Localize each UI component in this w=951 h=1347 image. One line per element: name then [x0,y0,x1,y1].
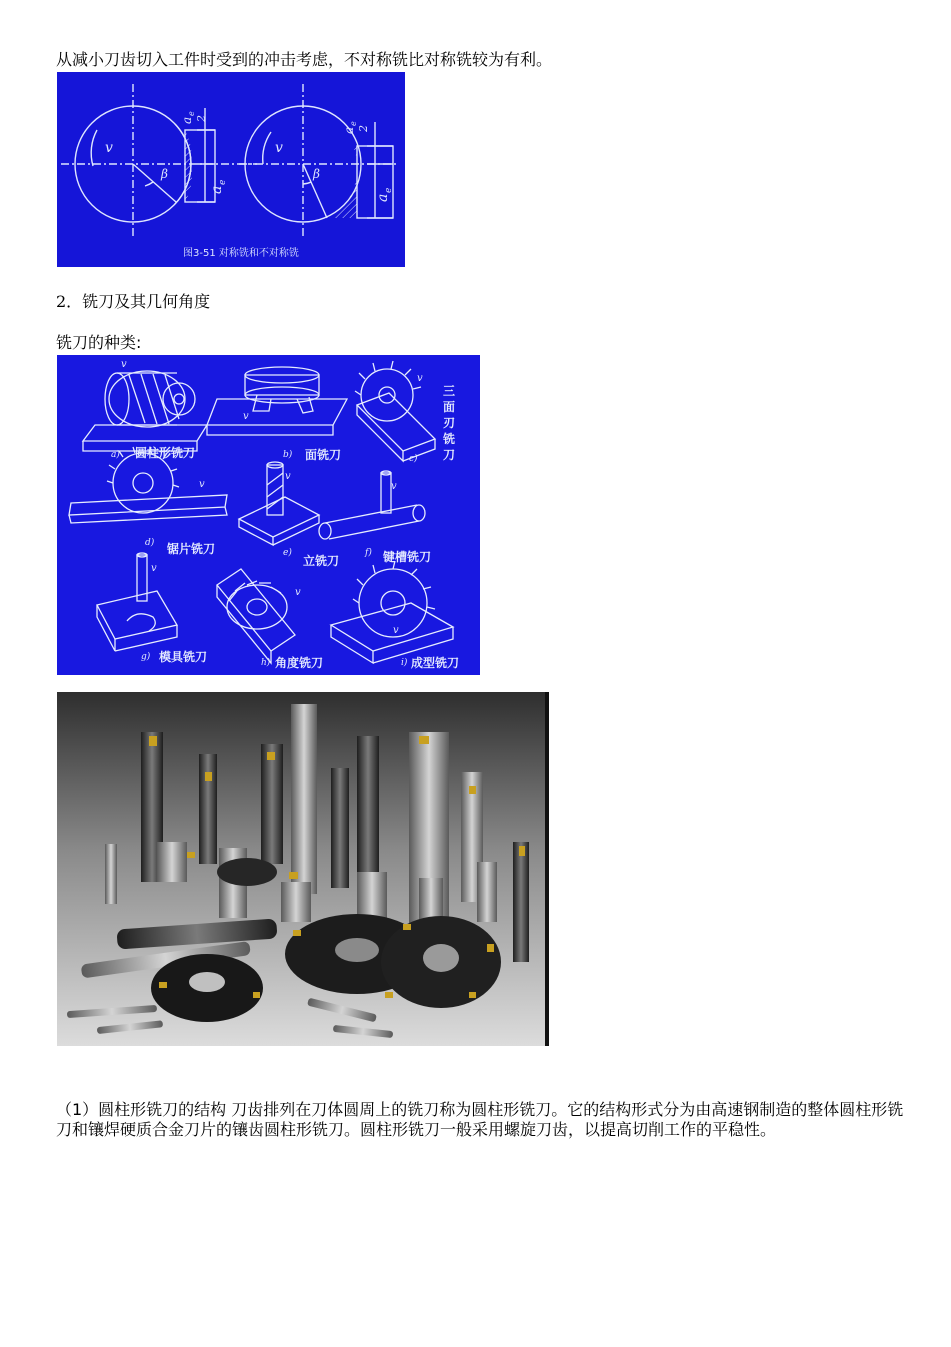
svg-text:b): b) [283,450,293,460]
label-side-face-cutter-4: 铣 [443,432,456,446]
label-side-face-cutter-1: 三 [443,384,456,398]
label-vc-a: v [121,359,127,370]
cutter-types-heading: 铣刀的种类: [56,333,142,352]
svg-text:e: e [384,187,394,193]
velocity-label-right: v [275,140,283,156]
label-side-face-cutter-3: 刃 [443,416,456,430]
svg-text:a): a) [111,450,120,460]
label-vf-i: v [393,625,399,636]
section-heading: 2．铣刀及其几何角度 [56,292,211,311]
ae-label-left: a [209,185,225,194]
label-keyway-cutter: 键槽铣刀 [383,550,432,564]
svg-text:e: e [349,121,358,126]
cylindrical-cutter-paragraph: （1）圆柱形铣刀的结构 刀齿排列在刀体圆周上的铣刀称为圆柱形铣刀。它的结构形式分为由高速钢制造的整体圆柱形铣刀和镶焊硬质合金刀片的镶齿圆柱形铣刀。圆柱形铣刀一般采用螺旋刀齿，以提高切削工作的平稳性。 [56,1100,904,1139]
velocity-label-left: v [105,140,113,156]
svg-text:d): d) [145,538,155,548]
figure1-caption: 图3-51 对称铣和不对称铣 [183,248,299,259]
figure-background [57,72,405,267]
intro-paragraph: 从减小刀齿切入工件时受到的冲击考虑，不对称铣比对称铣较为有利。 [56,50,553,69]
label-vc-c: v [417,373,423,384]
half-ae-label-left: a [180,116,194,124]
label-side-face-cutter-2: 面 [443,400,456,414]
label-vc-g: v [151,563,157,574]
svg-text:e: e [187,111,196,116]
beta-label-right: β [313,167,320,181]
label-form-cutter: 成型铣刀 [411,656,460,670]
figure-cutter-types [57,355,480,675]
beta-label-left: β [161,167,168,181]
label-vc-f: v [391,481,397,492]
svg-text:2: 2 [195,115,208,122]
label-vc-e: v [285,471,291,482]
svg-text:2: 2 [357,125,370,132]
label-die-sinking-cutter: 模具铣刀 [159,650,208,664]
svg-text:i): i) [401,658,408,668]
label-side-face-cutter-5: 刀 [443,448,456,462]
svg-text:g): g) [141,652,151,662]
label-vf-d: v [199,479,205,490]
svg-text:c): c) [409,454,418,464]
photo-milling-cutters [57,692,549,1046]
svg-text:f): f) [365,548,372,558]
label-end-mill: 立铣刀 [303,554,340,568]
label-cylindrical-cutter: 圆柱形铣刀 [135,446,196,460]
svg-text:h): h) [261,658,271,668]
label-angle-cutter: 角度铣刀 [275,656,324,670]
svg-text:e): e) [283,548,292,558]
svg-text:e: e [218,179,228,185]
half-ae-label-right: a [342,126,356,134]
label-slitting-saw: 锯片铣刀 [167,542,216,556]
label-vf-b: v [243,411,249,422]
ae-label-right: a [375,193,391,202]
label-vc-h: v [295,587,301,598]
figure-symmetric-milling [57,72,405,267]
label-face-mill: 面铣刀 [305,448,342,462]
